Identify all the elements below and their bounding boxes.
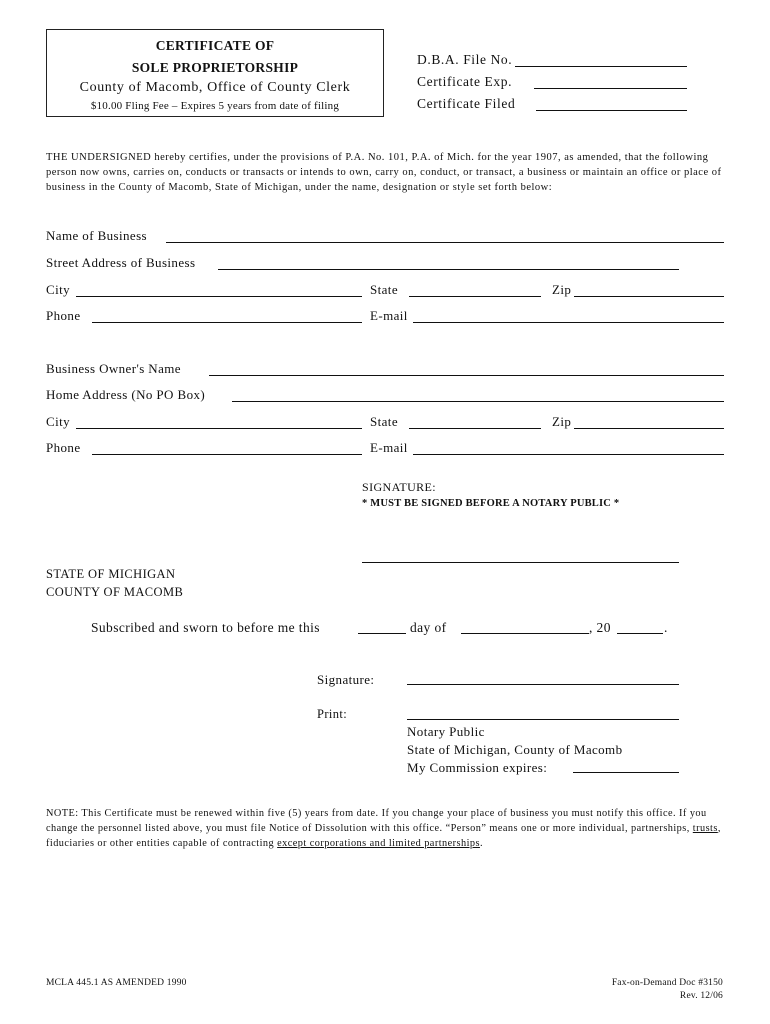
business-zip-label: Zip [552, 282, 572, 297]
note-text-2: , fiduciaries or other entities capable of contracting [46, 823, 721, 849]
business-name-field[interactable] [166, 242, 724, 243]
commission-expires-field[interactable] [573, 772, 679, 773]
notary-print-label: Print: [317, 707, 348, 721]
year-prefix: , 20 [589, 620, 611, 635]
owner-phone-field[interactable] [92, 454, 362, 455]
day-of-text: day of [410, 620, 447, 635]
year-suffix: . [664, 620, 668, 635]
owner-email-label: E-mail [370, 440, 408, 455]
certificate-filed-label: Certificate Filed [417, 96, 516, 111]
day-field[interactable] [358, 633, 406, 634]
county-office-line: County of Macomb, Office of County Clerk [79, 80, 351, 95]
footer-doc-number: Fax-on-Demand Doc #3150 [611, 978, 723, 988]
business-street-label: Street Address of Business [46, 255, 196, 270]
footer-revision: Rev. 12/06 [679, 991, 723, 1001]
intro-paragraph: THE UNDERSIGNED hereby certifies, under the provisions of P.A. No. 101, P.A. of Mich. for the year 1907, as amended, that the following person now owns, carries on, conducts or transacts or intends to own, carry on, conduct, or transact, a business or maintain an office or place of business in the County of Macomb, State of Michigan, under the name, designation or style set forth below: [46, 152, 722, 193]
certificate-exp-label: Certificate Exp. [417, 74, 513, 89]
note-text-1: NOTE: This Certificate must be renewed within five (5) years from date. If you change your place of business you must notify this office. If you change the personnel listed above, you must file Notice of Dissolution with this office. “Person” means one or more individual, partnerships, [46, 808, 707, 834]
notary-signature-label: Signature: [317, 672, 375, 687]
business-phone-field[interactable] [92, 322, 362, 323]
year-field[interactable] [617, 633, 663, 634]
month-field[interactable] [461, 633, 589, 634]
business-email-field[interactable] [413, 322, 724, 323]
dba-file-no-field[interactable] [515, 66, 687, 67]
certificate-filed-field[interactable] [536, 110, 687, 111]
business-city-label: City [46, 282, 70, 297]
owner-zip-label: Zip [552, 414, 572, 429]
owner-signature-field[interactable] [362, 562, 679, 563]
business-phone-label: Phone [46, 308, 81, 323]
note-except: except corporations and limited partnerships [277, 838, 480, 849]
business-zip-field[interactable] [574, 296, 724, 297]
title-line-1: CERTIFICATE OF [155, 38, 275, 53]
business-email-label: E-mail [370, 308, 408, 323]
business-state-label: State [370, 282, 398, 297]
notary-notice: * MUST BE SIGNED BEFORE A NOTARY PUBLIC * [362, 498, 620, 509]
business-state-field[interactable] [409, 296, 541, 297]
business-city-field[interactable] [76, 296, 362, 297]
note-trusts: trusts [692, 823, 718, 834]
notary-state-county: State of Michigan, County of Macomb [407, 742, 623, 757]
county-of-macomb: COUNTY OF MACOMB [46, 585, 184, 599]
owner-city-label: City [46, 414, 70, 429]
subscribed-text: Subscribed and sworn to before me this [91, 620, 320, 635]
dba-file-no-label: D.B.A. File No. [417, 52, 513, 67]
owner-zip-field[interactable] [574, 428, 724, 429]
note-text-3: . [479, 838, 483, 849]
business-street-field[interactable] [218, 269, 679, 270]
certificate-exp-field[interactable] [534, 88, 687, 89]
footer-statute: MCLA 445.1 AS AMENDED 1990 [46, 978, 187, 988]
owner-home-address-label: Home Address (No PO Box) [46, 387, 206, 402]
certificate-title-box [46, 29, 384, 117]
owner-home-address-field[interactable] [232, 401, 724, 402]
renewal-note [46, 806, 726, 851]
owner-name-label: Business Owner's Name [46, 361, 181, 376]
filing-fee-line: $10.00 Fling Fee – Expires 5 years from date of filing [90, 100, 340, 112]
notary-signature-field[interactable] [407, 684, 679, 685]
business-name-label: Name of Business [46, 228, 147, 243]
owner-phone-label: Phone [46, 440, 81, 455]
commission-expires-label: My Commission expires: [407, 760, 548, 775]
owner-city-field[interactable] [76, 428, 362, 429]
notary-public-text: Notary Public [407, 724, 485, 739]
owner-email-field[interactable] [413, 454, 724, 455]
notary-print-field[interactable] [407, 719, 679, 720]
owner-state-label: State [370, 414, 398, 429]
title-line-2: SOLE PROPRIETORSHIP [131, 60, 299, 75]
owner-name-field[interactable] [209, 375, 724, 376]
signature-label: SIGNATURE: [362, 480, 437, 494]
state-of-michigan: STATE OF MICHIGAN [46, 567, 176, 581]
owner-state-field[interactable] [409, 428, 541, 429]
